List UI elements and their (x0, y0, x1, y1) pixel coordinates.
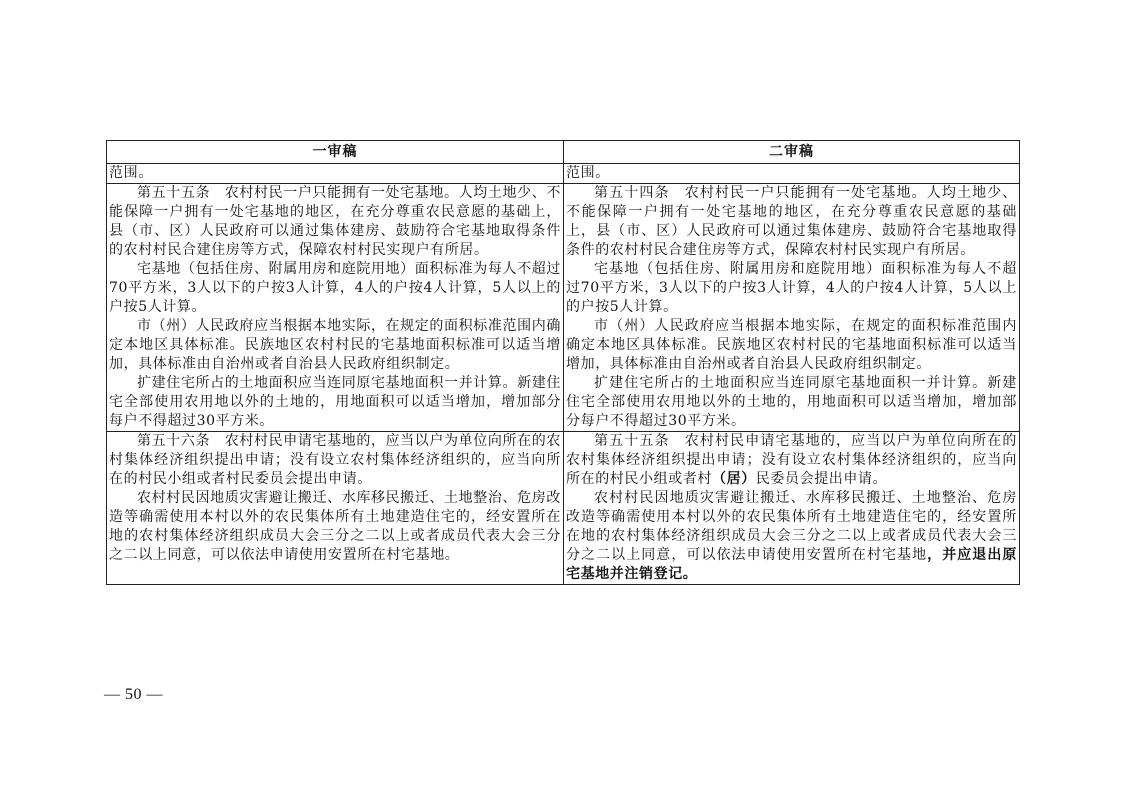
page-number: — 50 — (104, 686, 163, 703)
header-row (107, 141, 1020, 164)
second-draft-cell (564, 432, 1020, 585)
paragraph: 扩建住宅所占的土地面积应当连同原宅基地面积一并计算。新建住宅全部使用农用地以外的土地的，用地面积可以适当增加，增加部分每户不得超过30平方米。 (109, 375, 561, 429)
paragraph (566, 489, 1017, 584)
table-row (107, 432, 1020, 585)
paragraph: 扩建住宅所占的土地面积应当连同原宅基地面积一并计算。新建住宅全部使用农用地以外的土地的，用地面积可以适当增加，增加部分每户不得超过30平方米。 (566, 375, 1017, 429)
second-draft-cell (564, 164, 1020, 184)
first-draft-cell (107, 432, 564, 585)
header-first-draft: 一审稿 (107, 141, 564, 164)
paragraph: 第五十五条 农村村民一户只能拥有一处宅基地。人均土地少、不能保障一户拥有一处宅基地的地区，在充分尊重农民意愿的基础上，县（市、区）人民政府可以通过集体建房、鼓励符合宅基地取得条件的农村村民合建住房等方式，保障农村村民实现户有所居。 (109, 185, 561, 258)
paragraph: 第五十六条 农村村民申请宅基地的，应当以户为单位向所在的农村集体经济组织提出申请；没有设立农村集体经济组织的，应当向所在的村民小组或者村民委员会提出申请。 (109, 433, 561, 487)
paragraph: 宅基地（包括住房、附属用房和庭院用地）面积标准为每人不超过70平方米，3人以下的户按3人计算，4人的户按4人计算，5人以上的户按5人计算。 (109, 261, 561, 315)
first-draft-cell (107, 184, 564, 432)
paragraph: 市（州）人民政府应当根据本地实际，在规定的面积标准范围内确定本地区具体标准。民族地区农村村民的宅基地面积标准可以适当增加，具体标准由自治州或者自治县人民政府组织制定。 (566, 318, 1017, 372)
paragraph: 范围。 (566, 165, 610, 181)
paragraph: 农村村民因地质灾害避让搬迁、水库移民搬迁、土地整治、危房改造等确需使用本村以外的农民集体所有土地建造住宅的，经安置所在地的农村集体经济组织成员大会三分之二以上或者成员代表大会三分之二以上同意，可以依法申请使用安置所在村宅基地。 (109, 490, 561, 563)
paragraph: 范围。 (109, 165, 153, 181)
header-second-draft: 二审稿 (564, 141, 1020, 164)
paragraph-text: 第五十五条 农村村民申请宅基地的，应当以户为单位向所在的农村集体经济组织提出申请；没有设立农村集体经济组织的，应当向所在的村民小组或者村 (566, 433, 1017, 487)
paragraph: 市（州）人民政府应当根据本地实际，在规定的面积标准范围内确定本地区具体标准。民族地区农村村民的宅基地面积标准可以适当增加，具体标准由自治州或者自治县人民政府组织制定。 (109, 318, 561, 372)
revision-highlight: （居） (712, 471, 756, 487)
first-draft-cell (107, 164, 564, 184)
comparison-table (106, 140, 1020, 585)
paragraph-text: 民委员会提出申请。 (755, 471, 888, 487)
table-row (107, 184, 1020, 432)
paragraph: 宅基地（包括住房、附属用房和庭院用地）面积标准为每人不超过70平方米，3人以下的户按3人计算，4人的户按4人计算，5人以上的户按5人计算。 (566, 261, 1017, 315)
paragraph: 第五十四条 农村村民一户只能拥有一处宅基地。人均土地少、不能保障一户拥有一处宅基地的地区，在充分尊重农民意愿的基础上，县（市、区）人民政府可以通过集体建房、鼓励符合宅基地取得条件的农村村民合建住房等方式，保障农村村民实现户有所居。 (566, 185, 1017, 258)
paragraph (566, 432, 1017, 489)
second-draft-cell (564, 184, 1020, 432)
paragraph-text: 农村村民因地质灾害避让搬迁、水库移民搬迁、土地整治、危房改造等确需使用本村以外的农民集体所有土地建造住宅的，经安置所在地的农村集体经济组织成员大会三分之二以上或者成员代表大会三分之二以上同意，可以依法申请使用安置所在村宅基地 (566, 490, 1017, 563)
revision-highlight: ，并应退出原宅基地并注销登记。 (566, 547, 1017, 582)
table-row (107, 164, 1020, 184)
